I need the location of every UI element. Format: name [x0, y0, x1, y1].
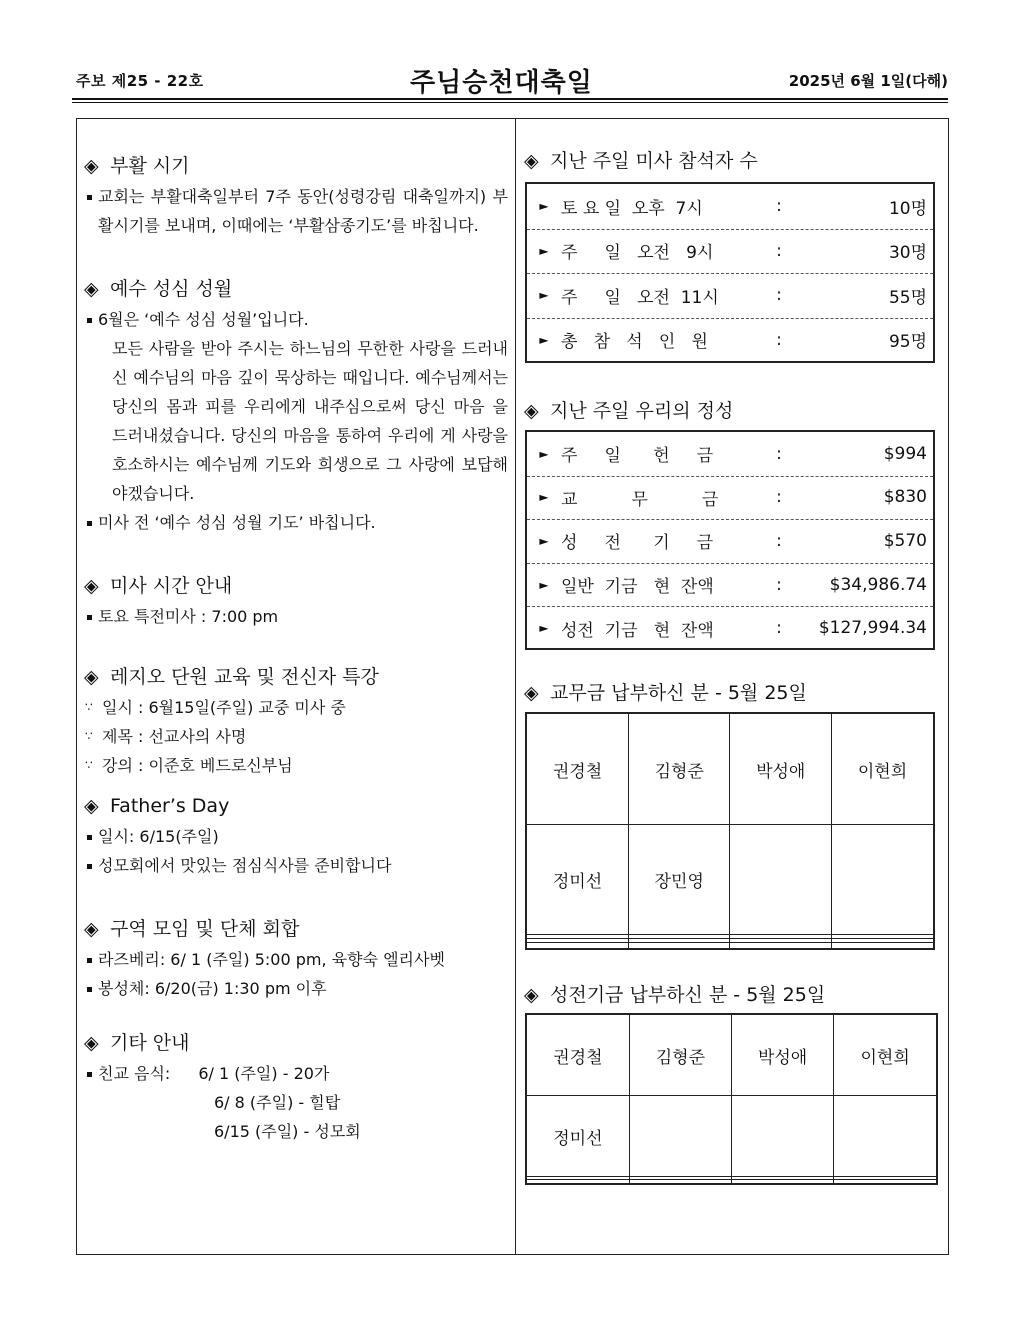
mission-dues-heading	[524, 678, 807, 705]
name-cell	[831, 943, 934, 949]
stat-row	[527, 273, 933, 319]
section-title: 부활 시기	[110, 155, 190, 177]
stat-label: 총 참 석 인 원	[561, 332, 708, 353]
diamond-icon: ◈	[84, 278, 99, 300]
name-cell	[629, 943, 730, 949]
section-heading	[84, 273, 508, 305]
name-cell	[526, 943, 629, 949]
section-title: 레지오 단원 교육 및 전신자 특강	[110, 666, 379, 688]
offering-box	[525, 430, 935, 650]
name-cell	[730, 943, 831, 949]
section-title: 지난 주일 미사 참석자 수	[550, 150, 758, 172]
name-cell: 권경철	[526, 713, 629, 825]
diamond-icon: ◈	[84, 918, 99, 940]
table-row	[526, 825, 934, 935]
colon-separator: :	[776, 285, 782, 306]
arrow-icon: ►	[539, 490, 549, 505]
stat-label: 성전 기금 현 잔액	[561, 620, 714, 641]
arrow-icon: ►	[539, 199, 549, 214]
food-schedule-3: 6/15 (주일) - 성모회	[214, 1122, 361, 1141]
stat-row	[527, 476, 933, 521]
mass-time-item: 토요 특전미사 : 7:00 pm	[84, 602, 508, 631]
diamond-icon: ◈	[524, 984, 539, 1006]
section-title: 미사 시간 안내	[110, 575, 233, 597]
colon-separator: :	[776, 487, 782, 508]
sacred-heart-body: 모든 사람을 받아 주시는 하느님의 무한한 사랑을 드러내신 예수님의 마음 깊이 묵상하는 때입니다. 예수님께서는 당신의 몸과 피를 우리에게 내주심으로써 당신 마음 을 드러내셨습니다. 당신의 마음을 통하여 우리에 게 사랑을 호소하시는 예수님께 기도와 희생으로 그 사랑에 보답해야겠습니다.	[112, 339, 508, 503]
diamond-icon: ◈	[84, 1032, 99, 1054]
arrow-icon: ►	[539, 533, 549, 548]
stat-value: $34,986.74	[829, 574, 927, 595]
left-column	[84, 150, 508, 1146]
food-label: 친교 음식:	[98, 1064, 171, 1083]
stat-value: $830	[883, 487, 927, 508]
diamond-icon: ◈	[84, 666, 99, 688]
name-cell: 권경철	[526, 1014, 629, 1096]
stat-row	[527, 432, 933, 477]
stat-row	[527, 606, 933, 650]
building-fund-table	[525, 1013, 938, 1185]
name-cell: 정미선	[526, 1096, 629, 1176]
attendance-heading	[524, 146, 758, 173]
colon-separator: :	[776, 329, 782, 350]
name-cell	[834, 1096, 937, 1176]
arrow-icon: ►	[539, 577, 549, 592]
stat-value: $570	[883, 530, 927, 551]
stat-row	[527, 519, 933, 564]
table-row	[526, 943, 934, 949]
colon-separator: :	[776, 240, 782, 261]
name-cell: 장민영	[629, 825, 730, 935]
table-row	[526, 1096, 937, 1176]
section-fathers-day	[84, 790, 508, 880]
legio-subject: ∵ 제목 : 선교사의 사명	[84, 722, 508, 751]
sacred-heart-intro: 6월은 ‘예수 성심 성월’입니다.	[84, 305, 508, 334]
fathers-day-date: 일시: 6/15(주일)	[84, 822, 508, 851]
section-mass-time	[84, 570, 508, 631]
section-title: 기타 안내	[110, 1032, 190, 1054]
colon-separator: :	[776, 196, 782, 217]
colon-separator: :	[776, 574, 782, 595]
food-schedule-2: 6/ 8 (주일) - 힐탑	[214, 1093, 341, 1112]
diamond-icon: ◈	[524, 150, 539, 172]
stat-value: 30명	[888, 243, 927, 264]
name-cell: 정미선	[526, 825, 629, 935]
name-cell	[526, 1179, 629, 1184]
table-row	[526, 1014, 937, 1096]
fathers-day-lunch: 성모회에서 맛있는 점심식사를 준비합니다	[84, 851, 508, 880]
name-cell: 이현희	[834, 1014, 937, 1096]
stat-value: 55명	[888, 287, 927, 308]
header-rule-thin	[72, 102, 948, 103]
page-title: 주님승천대축일	[410, 68, 593, 98]
diamond-icon: ◈	[84, 155, 99, 177]
section-title: 성전기금 납부하신 분 - 5월 25일	[550, 984, 826, 1006]
section-heading	[84, 1027, 508, 1059]
section-title: 구역 모임 및 단체 회합	[110, 918, 300, 940]
section-title: Father’s Day	[110, 795, 230, 817]
name-cell	[730, 825, 831, 935]
sacred-heart-prayer: 미사 전 ‘예수 성심 성월 기도’ 바칩니다.	[84, 508, 508, 537]
stat-row	[527, 229, 933, 275]
arrow-icon: ►	[539, 446, 549, 461]
food-item: 6/ 1 (주일) - 20가	[198, 1064, 330, 1083]
section-easter	[84, 150, 508, 240]
stat-label: 교 무 금	[561, 489, 719, 510]
stat-label: 토 요 일 오후 7시	[561, 198, 703, 219]
building-fund-heading	[524, 980, 825, 1007]
name-cell	[731, 1096, 833, 1176]
section-district	[84, 913, 508, 1003]
header-rule	[72, 98, 948, 100]
colon-separator: :	[776, 443, 782, 464]
diamond-icon: ◈	[524, 682, 539, 704]
legio-date: ∵ 일시 : 6월15일(주일) 교중 미사 중	[84, 693, 508, 722]
name-cell	[834, 1179, 937, 1184]
diamond-icon: ◈	[524, 400, 539, 422]
stat-value: $994	[883, 443, 927, 464]
name-cell: 박성애	[730, 713, 831, 825]
name-cell: 김형준	[629, 1014, 731, 1096]
stat-row	[527, 184, 933, 230]
bulletin-date: 2025년 6월 1일(다해)	[788, 72, 948, 90]
arrow-icon: ►	[539, 332, 549, 347]
district-item-communion: 봉성체: 6/20(금) 1:30 pm 이후	[84, 974, 508, 1003]
section-legio	[84, 661, 508, 780]
diamond-icon: ◈	[84, 795, 99, 817]
attendance-box	[525, 182, 935, 363]
section-title: 지난 주일 우리의 정성	[550, 400, 734, 422]
name-cell	[831, 825, 934, 935]
mission-dues-table	[525, 712, 935, 950]
section-title: 예수 성심 성월	[110, 278, 233, 300]
arrow-icon: ►	[539, 621, 549, 636]
stat-label: 성 전 기 금	[561, 533, 714, 554]
section-heading	[84, 913, 508, 945]
name-cell	[731, 1179, 833, 1184]
table-row	[526, 1179, 937, 1184]
section-heading	[84, 790, 508, 822]
bulletin-issue: 주보 제25 - 22호	[76, 72, 204, 90]
section-other	[84, 1027, 508, 1146]
stat-row	[527, 563, 933, 608]
section-sacred-heart	[84, 273, 508, 537]
stat-label: 주 일 오전 11시	[561, 287, 719, 308]
stat-label: 주 일 오전 9시	[561, 243, 714, 264]
stat-value: 95명	[888, 332, 927, 353]
table-row	[526, 713, 934, 825]
stat-label: 일반 기금 현 잔액	[561, 577, 714, 598]
easter-text: 교회는 부활대축일부터 7주 동안(성령강림 대축일까지) 부활시기를 보내며, 이때에는 ‘부활삼종기도’를 바칩니다.	[84, 182, 508, 240]
diamond-icon: ◈	[84, 575, 99, 597]
name-cell	[629, 1096, 731, 1176]
arrow-icon: ►	[539, 243, 549, 258]
section-heading	[84, 661, 508, 693]
stat-label: 주 일 헌 금	[561, 446, 714, 467]
section-heading	[84, 570, 508, 602]
column-divider	[515, 118, 516, 1255]
stat-row	[527, 318, 933, 363]
name-cell: 이현희	[831, 713, 934, 825]
name-cell: 김형준	[629, 713, 730, 825]
colon-separator: :	[776, 618, 782, 639]
colon-separator: :	[776, 530, 782, 551]
section-title: 교무금 납부하신 분 - 5월 25일	[550, 682, 807, 704]
section-heading	[84, 150, 508, 182]
name-cell	[629, 1179, 731, 1184]
stat-value: $127,994.34	[818, 618, 927, 639]
food-schedule-1	[84, 1059, 508, 1088]
offering-heading	[524, 396, 733, 423]
arrow-icon: ►	[539, 288, 549, 303]
stat-value: 10명	[888, 198, 927, 219]
legio-speaker: ∵ 강의 : 이준호 베드로신부님	[84, 751, 508, 780]
district-item-raspberry: 라즈베리: 6/ 1 (주일) 5:00 pm, 육향숙 엘리사벳	[84, 945, 508, 974]
name-cell: 박성애	[731, 1014, 833, 1096]
